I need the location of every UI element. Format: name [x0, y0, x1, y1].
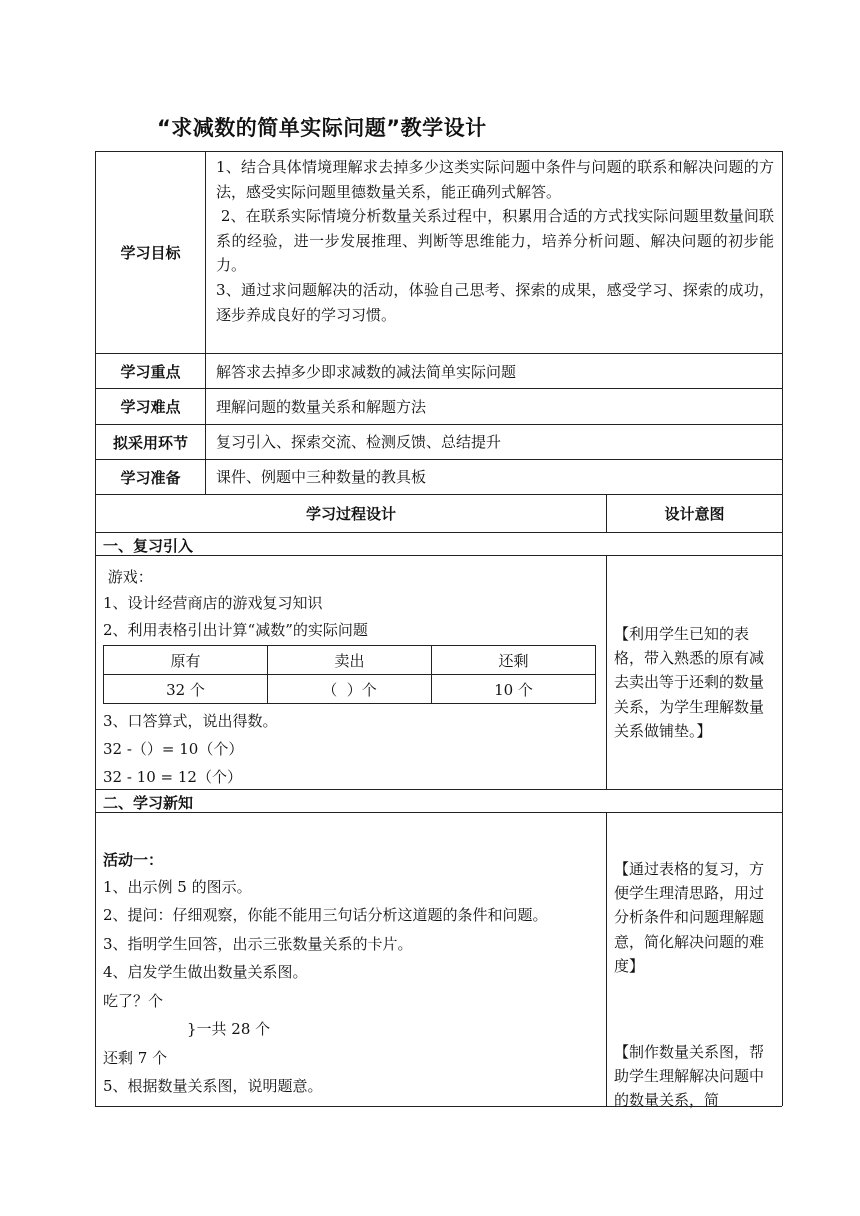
diagram-line: 吃了？个 — [103, 992, 164, 1010]
equation: 32 -（）= 10（个） — [103, 740, 244, 758]
section-line: 5、根据数量关系图，说明题意。 — [103, 1077, 323, 1095]
table-cell: 10 个 — [432, 675, 596, 704]
prep-label: 学习准备 — [120, 468, 181, 487]
section-line: 2、利用表格引出计算“减数”的实际问题 — [103, 621, 368, 639]
table-border — [95, 555, 782, 556]
intent-note: 【制作数量关系图，帮助学生理解解决问题中的数量关系，简 — [614, 1043, 765, 1110]
section-line: 3、指明学生回答，出示三张数量关系的卡片。 — [103, 935, 413, 953]
intent-header: 设计意图 — [664, 505, 725, 523]
document-title: “求减数的简单实际问题”教学设计 — [157, 116, 487, 140]
activity-title: 活动一： — [103, 851, 164, 869]
table-border — [95, 812, 782, 813]
table-border — [606, 812, 607, 1106]
key-label: 学习重点 — [120, 362, 181, 381]
intent-note: 【通过表格的复习，方便学生理清思路，用过分析条件和问题理解题意，简化解决问题的难度】 — [614, 860, 765, 975]
equation: 32 - 10 = 12（个） — [103, 768, 242, 786]
objective-item: 3、通过求问题解决的活动，体验自己思考、探索的成果，感受学习、探索的成功，逐步养成良好的学习习惯。 — [216, 280, 774, 324]
section-line: 3、口答算式，说出得数。 — [103, 712, 278, 730]
difficulty-label: 学习难点 — [120, 398, 181, 416]
objective-item: 1、结合具体情境理解求去掉多少这类实际问题中条件与问题的联系和解决问题的方法，感受实际问题里德数量关系，能正确列式解答。 — [216, 158, 774, 201]
table-header-cell: 卖出 — [268, 646, 432, 675]
objectives-label: 学习目标 — [120, 244, 181, 262]
table-header-cell: 原有 — [104, 646, 268, 675]
section-title: 一、复习引入 — [103, 537, 194, 555]
diagram-line: 还剩 7 个 — [103, 1049, 168, 1067]
table-border — [606, 555, 607, 789]
prep-text: 课件、例题中三种数量的教具板 — [216, 468, 427, 486]
table-cell: （ ）个 — [268, 675, 432, 704]
table-header-cell: 还剩 — [432, 646, 596, 675]
difficulty-text: 理解问题的数量关系和解题方法 — [216, 398, 427, 416]
section-line: 1、设计经营商店的游戏复习知识 — [103, 594, 323, 612]
table-border — [95, 532, 782, 533]
objective-item: 2、在联系实际情境分析数量关系过程中，积累用合适的方式找实际问题里数量间联系的经验，进一步发展推理、判断等思维能力，培养分析问题、解决问题的初步能力。 — [216, 207, 774, 275]
intent-note: 【利用学生已知的表格，带入熟悉的原有减去卖出等于还剩的数量关系，为学生理解数量关系做铺垫。】 — [614, 625, 765, 740]
steps-label: 拟采用环节 — [112, 433, 188, 452]
process-header: 学习过程设计 — [305, 505, 396, 523]
table-cell: 32 个 — [104, 675, 268, 704]
table-row — [104, 646, 596, 675]
section-line: 1、出示例 5 的图示。 — [103, 878, 252, 896]
table-border — [205, 151, 206, 494]
table-border — [95, 789, 782, 790]
section-title: 二、学习新知 — [103, 794, 194, 812]
section-line: 2、提问：仔细观察，你能不能用三句话分析这道题的条件和问题。 — [103, 906, 548, 924]
objectives-text — [216, 155, 774, 327]
table-row — [104, 675, 596, 704]
section-line: 4、启发学生做出数量关系图。 — [103, 963, 308, 981]
diagram-line: }一共 28 个 — [187, 1020, 271, 1038]
steps-text: 复习引入、探索交流、检测反馈、总结提升 — [216, 433, 502, 451]
key-text: 解答求去掉多少即求减数的减法简单实际问题 — [216, 363, 517, 381]
section-line: 游戏： — [103, 568, 153, 586]
quantity-table — [103, 645, 596, 704]
table-border — [782, 151, 783, 1106]
